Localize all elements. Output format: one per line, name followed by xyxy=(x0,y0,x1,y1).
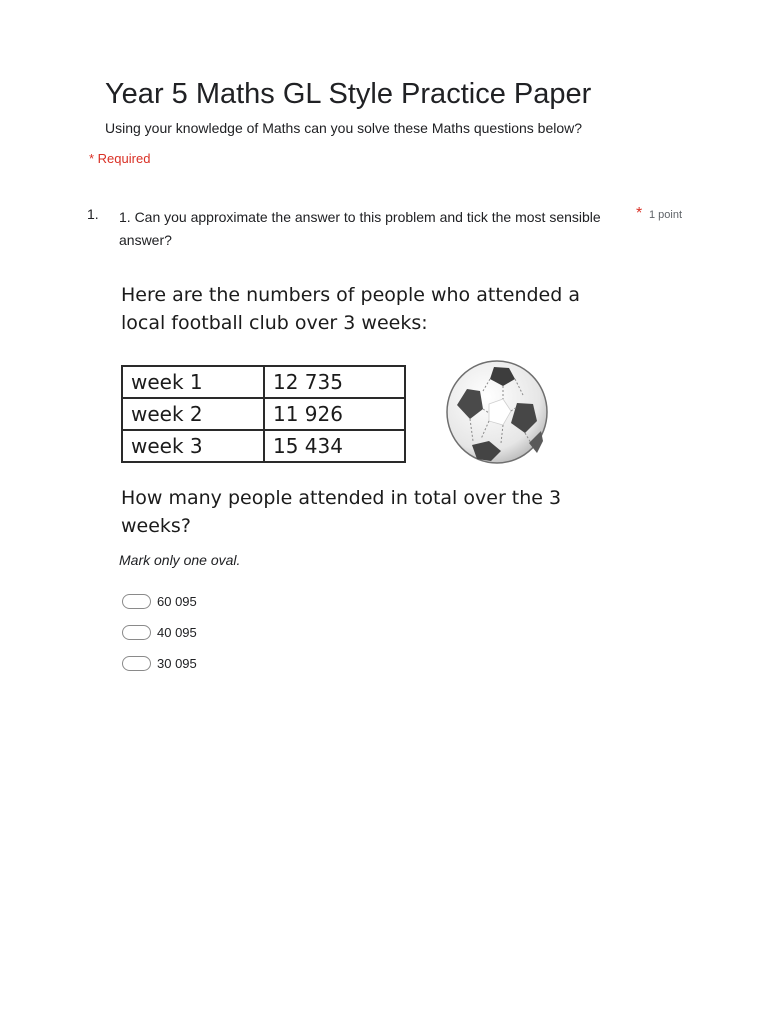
form-description: Using your knowledge of Maths can you solve these Maths questions below? xyxy=(105,120,583,136)
option-label: 30 095 xyxy=(157,655,197,671)
table-cell-week: week 2 xyxy=(122,398,264,430)
attendance-table xyxy=(121,365,406,463)
table-cell-count: 12 735 xyxy=(264,366,405,398)
option-40095[interactable] xyxy=(122,623,197,641)
image-question-text: How many people attended in total over the 3 weeks? xyxy=(121,487,562,537)
radio-oval[interactable] xyxy=(122,656,151,671)
option-60095[interactable] xyxy=(122,592,197,610)
radio-oval[interactable] xyxy=(122,625,151,640)
radio-oval[interactable] xyxy=(122,594,151,609)
table-cell-week: week 3 xyxy=(122,430,264,462)
football-icon xyxy=(445,359,549,465)
required-asterisk: * xyxy=(636,205,643,222)
option-label: 40 095 xyxy=(157,624,197,640)
table-row xyxy=(122,398,405,430)
mark-instruction: Mark only one oval. xyxy=(119,552,241,568)
form-title: Year 5 Maths GL Style Practice Paper xyxy=(105,78,592,110)
option-label: 60 095 xyxy=(157,593,197,609)
image-intro-text: Here are the numbers of people who attended a local football club over 3 weeks: xyxy=(121,284,580,334)
question-text: 1. Can you approximate the answer to this problem and tick the most sensible answer? xyxy=(119,209,601,248)
question-points: 1 point xyxy=(649,209,683,221)
table-row xyxy=(122,430,405,462)
table-cell-count: 11 926 xyxy=(264,398,405,430)
table-row xyxy=(122,366,405,398)
required-note: * Required xyxy=(89,151,151,166)
option-30095[interactable] xyxy=(122,654,197,672)
table-cell-count: 15 434 xyxy=(264,430,405,462)
table-cell-week: week 1 xyxy=(122,366,264,398)
question-number: 1. xyxy=(87,206,99,222)
